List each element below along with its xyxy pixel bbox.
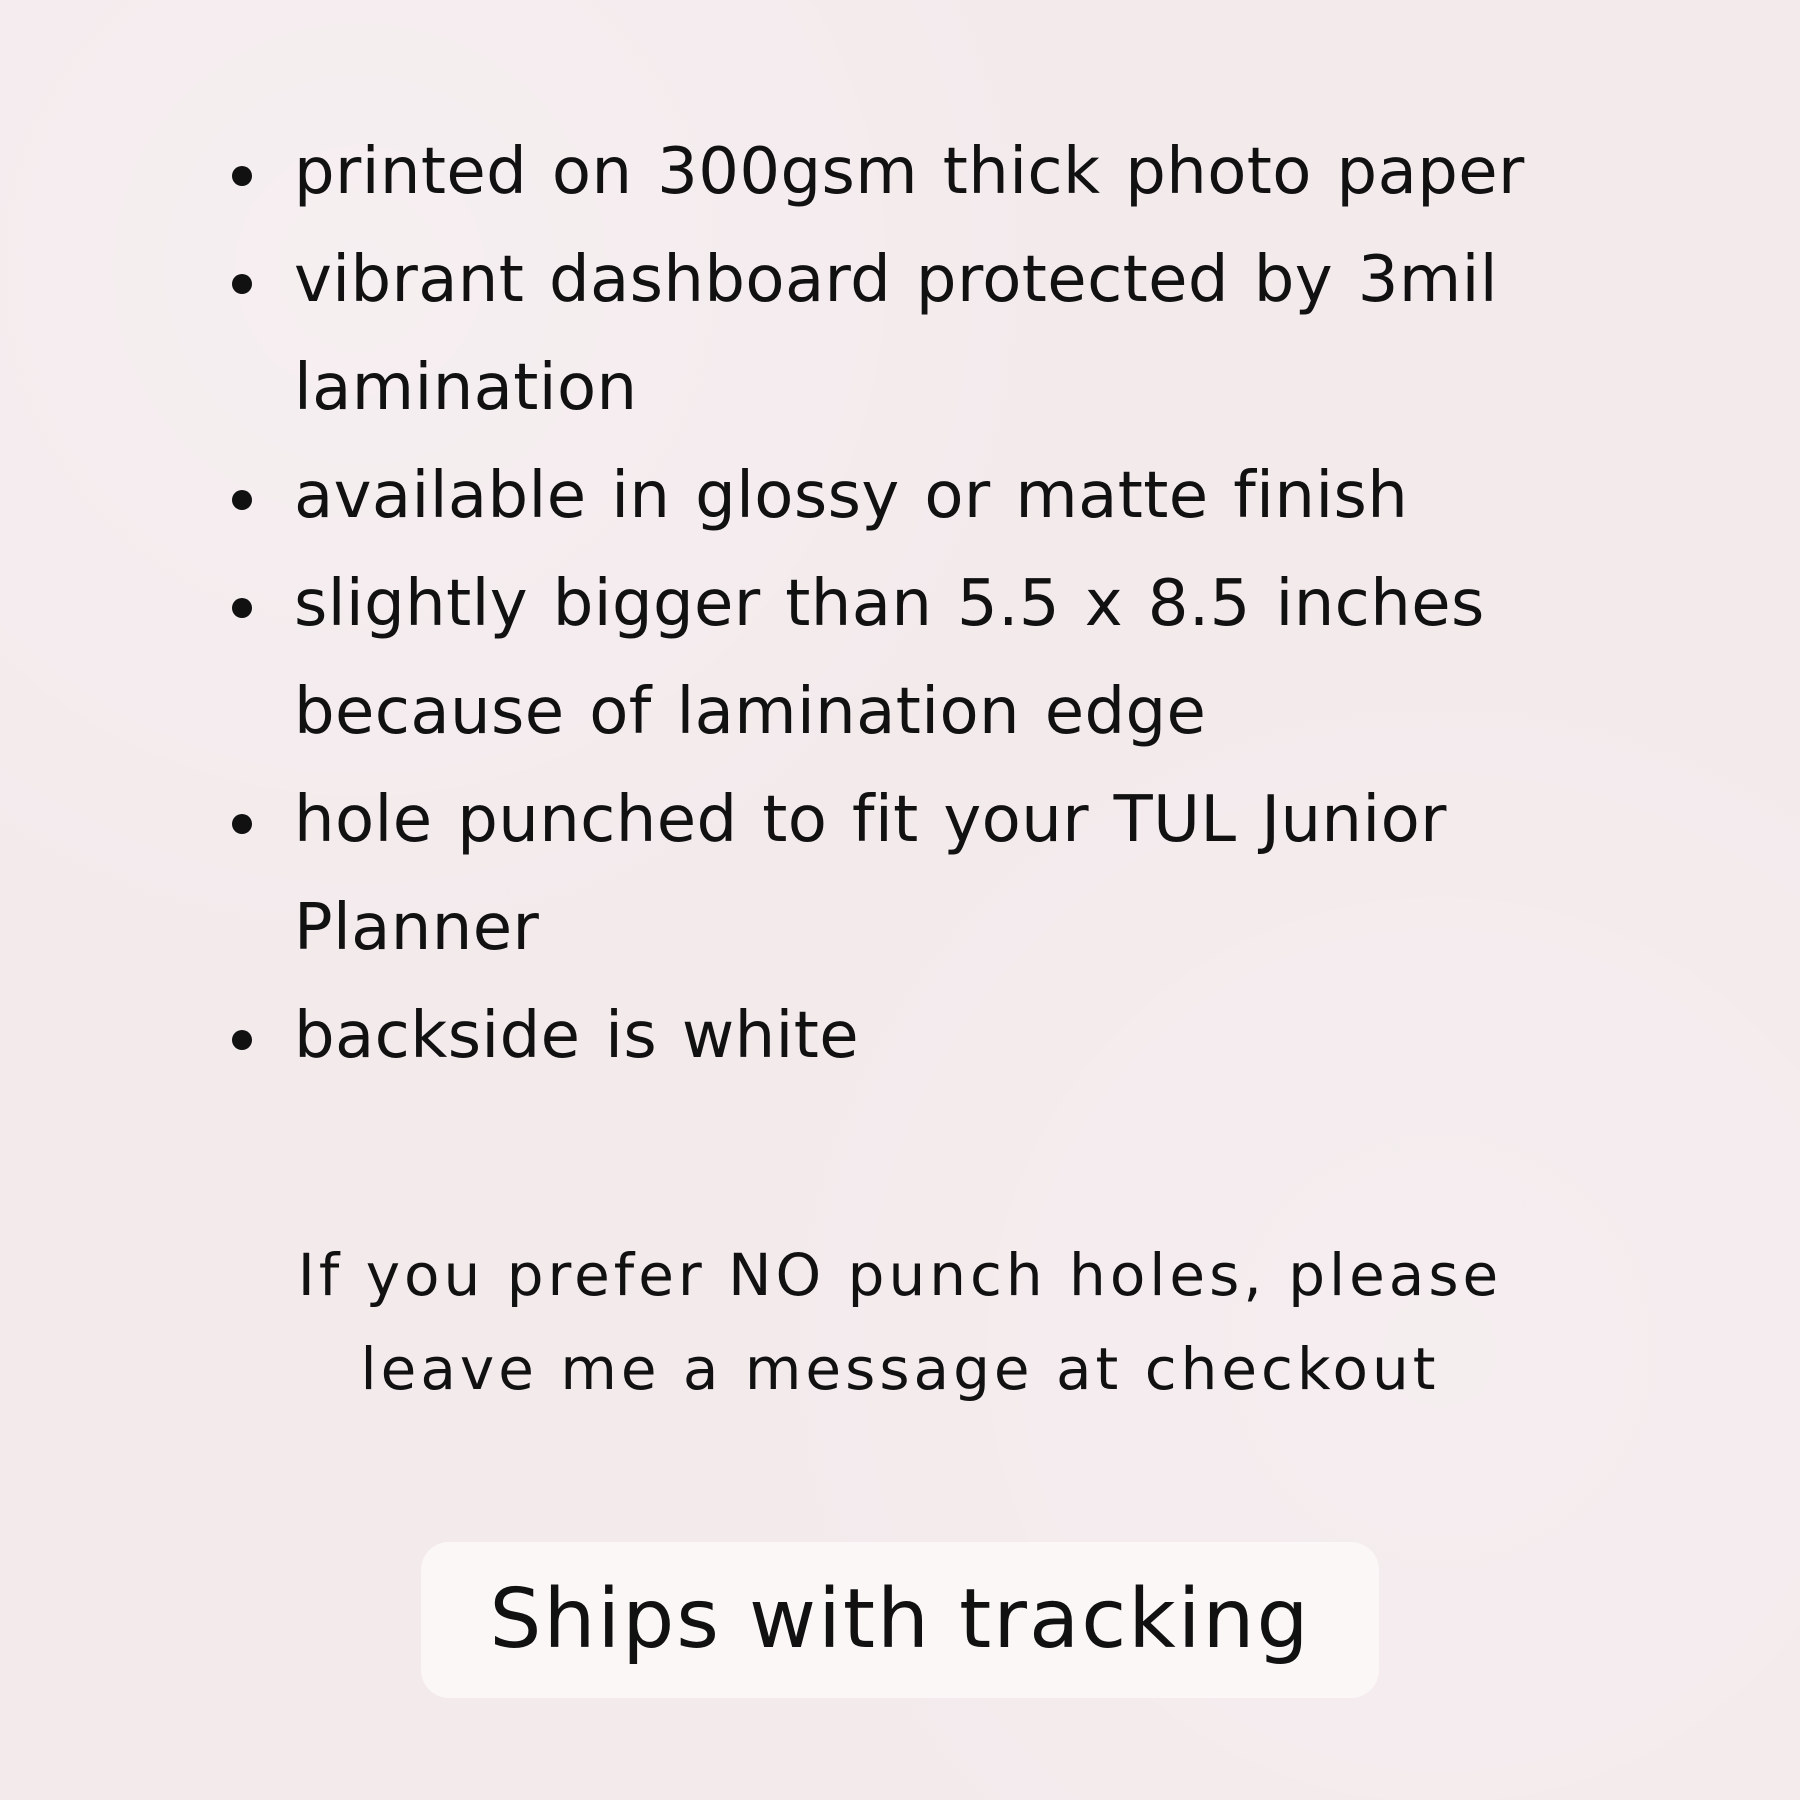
bullet-dot-icon (232, 166, 252, 186)
bullet-dot-icon (232, 814, 252, 834)
feature-item (224, 442, 1648, 550)
bullet-dot-icon (232, 274, 252, 294)
feature-text: vibrant dashboard protected by 3mil lamination (294, 243, 1498, 425)
feature-item (224, 766, 1648, 982)
feature-text: backside is white (294, 999, 859, 1073)
shipping-badge (421, 1542, 1379, 1698)
feature-text: available in glossy or matte finish (294, 459, 1409, 533)
feature-item (224, 550, 1648, 766)
bullet-dot-icon (232, 490, 252, 510)
feature-text: printed on 300gsm thick photo paper (294, 135, 1525, 209)
note-line-1: If you prefer NO punch holes, please (297, 1241, 1503, 1309)
punch-holes-note (230, 1228, 1570, 1416)
note-line-2: leave me a message at checkout (360, 1335, 1440, 1403)
feature-list (224, 118, 1648, 1090)
bullet-dot-icon (232, 598, 252, 618)
feature-item (224, 982, 1648, 1090)
shipping-label: Ships with tracking (489, 1572, 1311, 1667)
feature-item (224, 118, 1648, 226)
feature-item (224, 226, 1648, 442)
feature-text: slightly bigger than 5.5 x 8.5 inches because of lamination edge (294, 567, 1485, 749)
bullet-dot-icon (232, 1030, 252, 1050)
feature-text: hole punched to fit your TUL Junior Planner (294, 783, 1447, 965)
